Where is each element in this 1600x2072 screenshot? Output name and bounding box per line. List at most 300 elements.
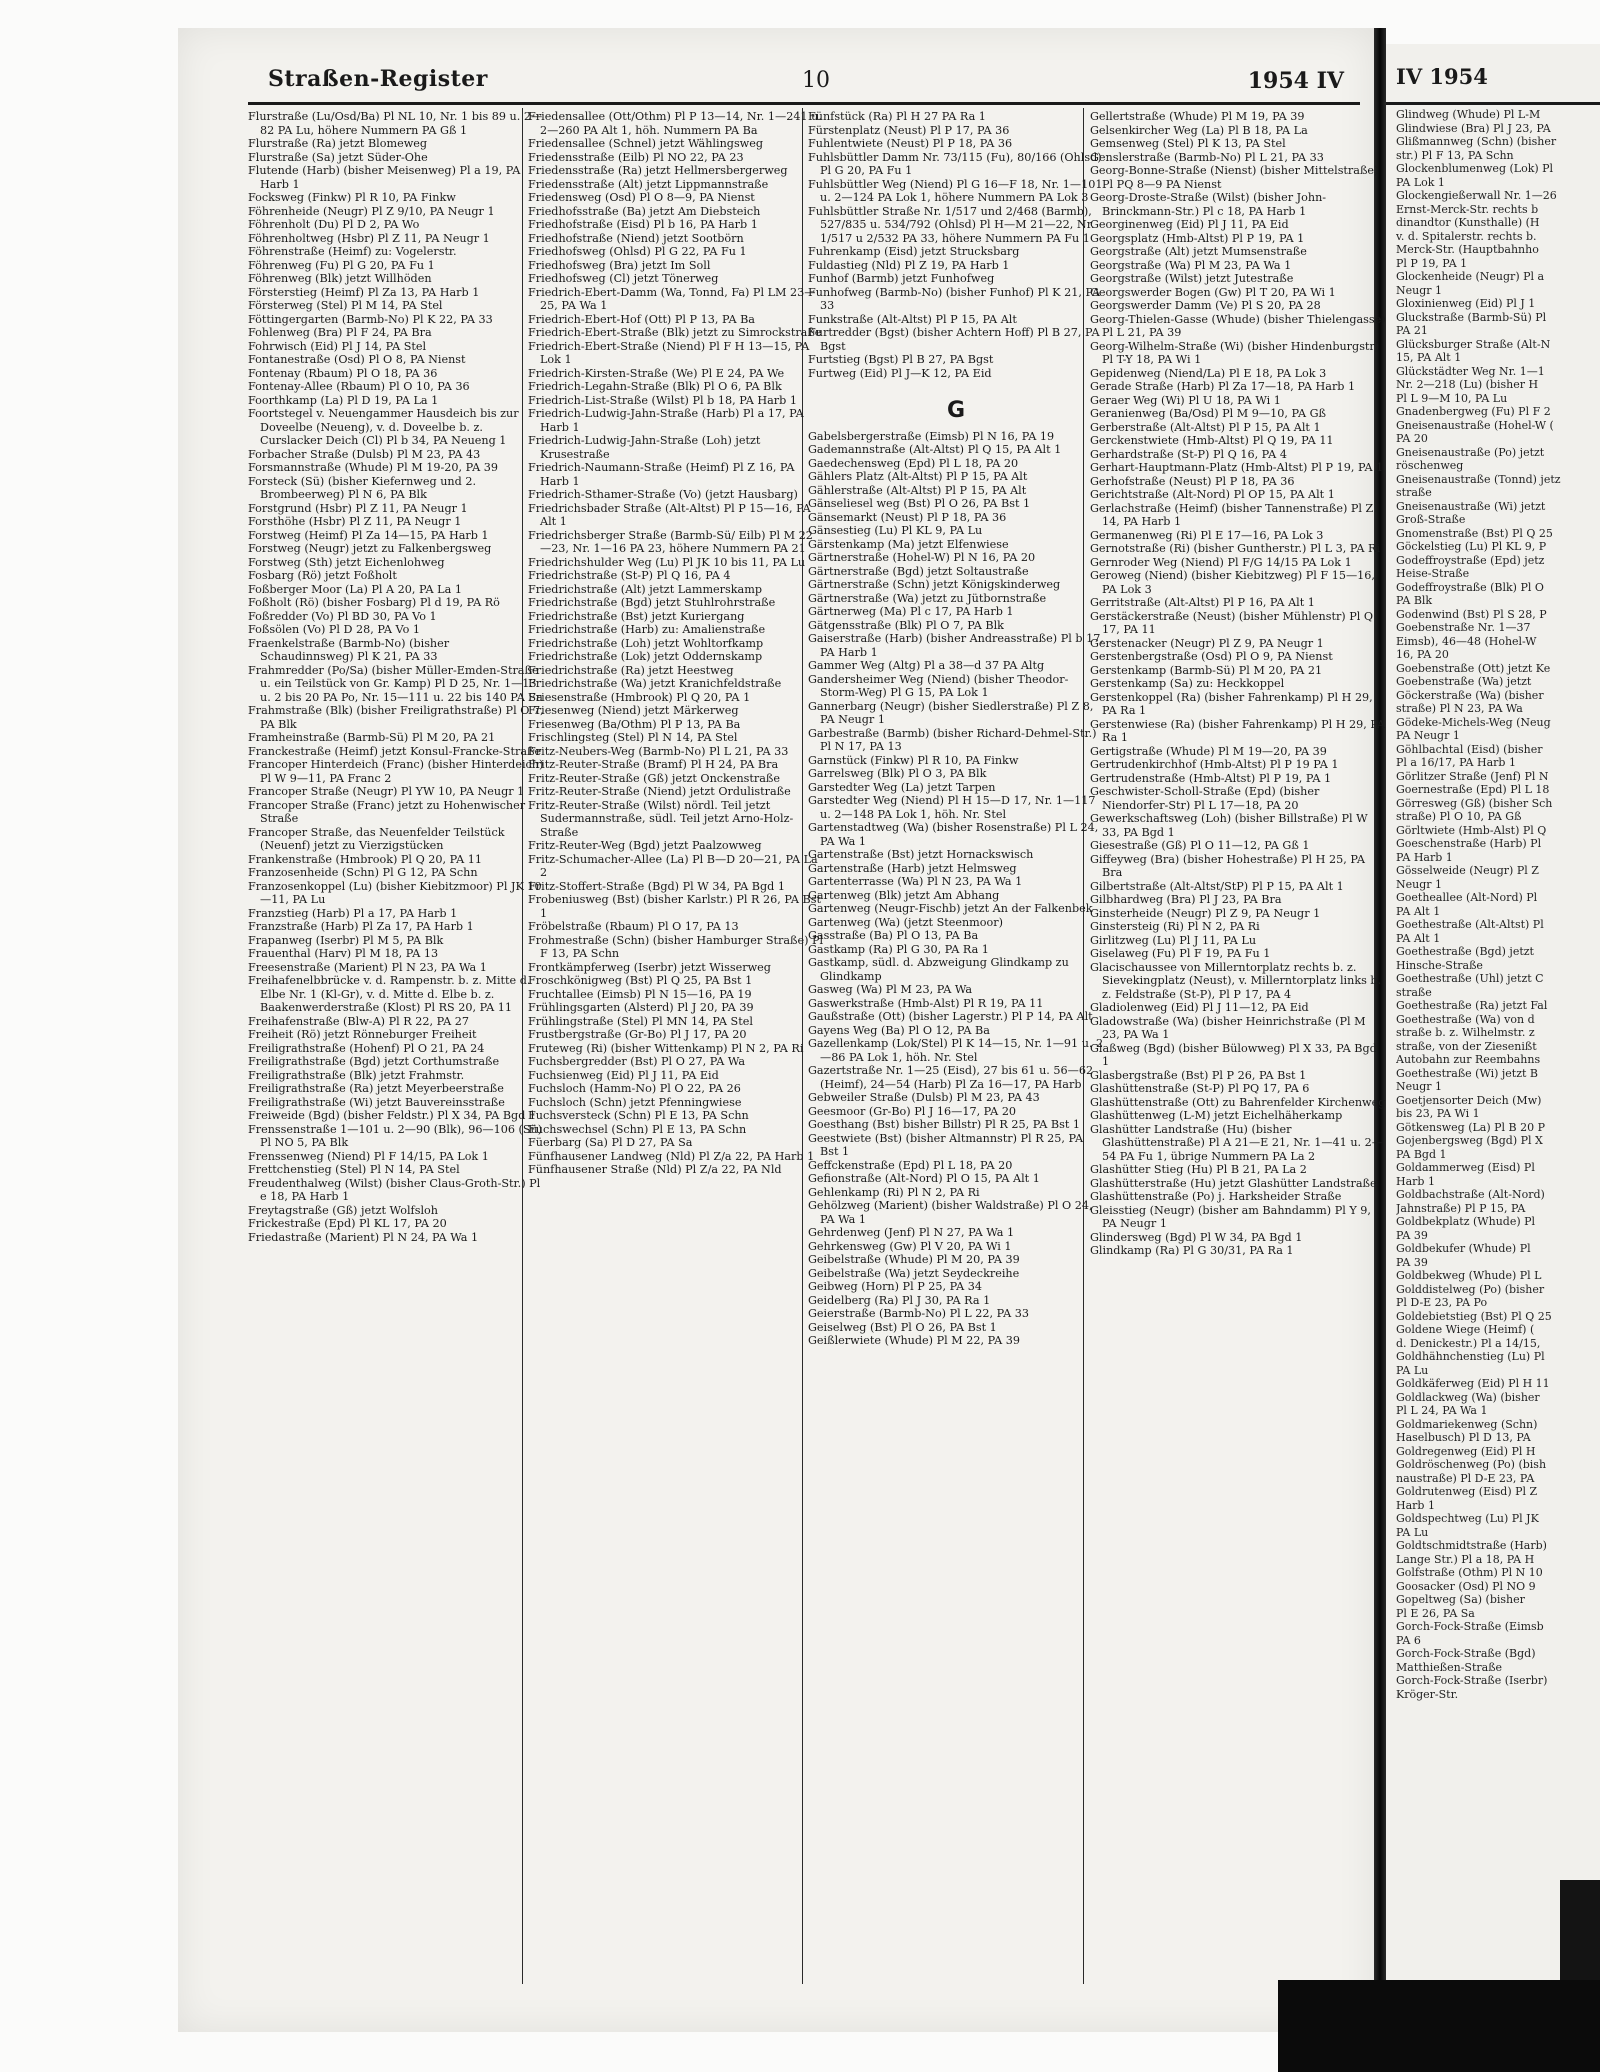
street-entry: Fritz-Reuter-Straße (Bramf) Pl H 24, PA Bra <box>528 758 779 771</box>
street-entry: Friesenstraße (Hmbrook) Pl Q 20, PA 1 <box>528 690 751 704</box>
street-entry: Freihafenstraße (Blw-A) Pl R 22, PA 27 <box>248 1014 469 1028</box>
street-entry: Gasweg (Wa) Pl M 23, PA Wa <box>808 983 973 996</box>
street-entry: Jahnstraße) Pl P 15, PA <box>1396 1201 1526 1215</box>
street-entry: Georg-Thielen-Gasse (Whude) (bisher Thielengasse) Pl L 21, PA 39 <box>1090 312 1386 339</box>
street-entry: Gertrudenstraße (Hmb-Altst) Pl P 19, PA 1 <box>1090 771 1332 785</box>
street-entry: Goosacker (Osd) Pl NO 9 <box>1396 1579 1536 1593</box>
street-entry: Georgsplatz (Hmb-Altst) Pl P 19, PA 1 <box>1090 231 1305 245</box>
street-entry: Pl a 16/17, PA Harb 1 <box>1396 756 1516 769</box>
street-entry: Frenssenweg (Niend) Pl F 14/15, PA Lok 1 <box>248 1149 489 1163</box>
street-entry: Forstweg (Heimf) Pl Za 14—15, PA Harb 1 <box>248 528 489 542</box>
street-entry: Goldbachstraße (Alt-Nord) <box>1396 1188 1545 1201</box>
street-entry: Garbestraße (Barmb) (bisher Richard-Dehmel-Str.) Pl N 17, PA 13 <box>808 726 1097 753</box>
street-entry: Friedensweg (Osd) Pl O 8—9, PA Nienst <box>528 191 755 204</box>
street-entry: Försterweg (Stel) Pl M 14, PA Stel <box>248 299 443 312</box>
street-entry: Giffeyweg (Bra) (bisher Hohestraße) Pl H 25, PA Bra <box>1090 852 1365 879</box>
street-entry: Gnomenstraße (Bst) Pl Q 25 <box>1396 526 1553 540</box>
street-entry: Geroweg (Niend) (bisher Kiebitzweg) Pl F 15—16, PA Lok 3 <box>1090 569 1375 596</box>
street-entry: Gilbertstraße (Alt-Altst/StP) Pl P 15, PA Alt 1 <box>1090 879 1344 893</box>
street-entry: Gaedechensweg (Epd) Pl L 18, PA 20 <box>808 456 1019 470</box>
street-entry: Goldrutenweg (Eisd) Pl Z <box>1396 1485 1538 1498</box>
street-entry: Gnadenbergweg (Fu) Pl F 2 <box>1396 405 1551 418</box>
street-entry: Gerhart-Hauptmann-Platz (Hmb-Altst) Pl P 19, PA 1 <box>1090 461 1384 474</box>
street-entry: Gammer Weg (Altg) Pl a 38—d 37 PA Altg <box>808 659 1045 672</box>
street-entry: Goernestraße (Epd) Pl L 18 <box>1396 783 1550 796</box>
street-entry: Gneisenaustraße (Wi) jetzt <box>1396 499 1546 513</box>
street-entry: Matthießen-Straße <box>1396 1660 1503 1674</box>
street-entry: Foßredder (Vo) Pl BD 30, PA Vo 1 <box>248 609 437 623</box>
street-entry: Gellertstraße (Whude) Pl M 19, PA 39 <box>1090 110 1305 123</box>
street-entry: Gayens Weg (Ba) Pl O 12, PA Ba <box>808 1023 990 1037</box>
street-entry: Gasstraße (Ba) Pl O 13, PA Ba <box>808 929 979 942</box>
street-entry: Georgstraße (Wa) Pl M 23, PA Wa 1 <box>1090 258 1292 272</box>
street-entry: Gartenstadtweg (Wa) (bisher Rosenstraße) Pl L 24, PA Wa 1 <box>808 821 1099 848</box>
street-entry: Gehrkensweg (Gw) Pl V 20, PA Wi 1 <box>808 1239 1012 1253</box>
street-entry: Frischlingsteg (Stel) Pl N 14, PA Stel <box>528 731 738 744</box>
street-entry: Friedhofsstraße (Ba) jetzt Am Diebsteich <box>528 204 761 218</box>
street-entry: Gannerbarg (Neugr) (bisher Siedlerstraße) Pl Z 8, PA Neugr 1 <box>808 699 1094 726</box>
street-entry: Freiligrathstraße (Ra) jetzt Meyerbeerstraße <box>248 1082 504 1095</box>
street-entry: Neugr 1 <box>1396 1080 1443 1093</box>
street-entry: Friedrichstraße (Bst) jetzt Kuriergang <box>528 609 745 623</box>
street-entry: Glindersweg (Bgd) Pl W 34, PA Bgd 1 <box>1090 1230 1303 1244</box>
street-entry: Gademannstraße (Alt-Altst) Pl Q 15, PA Alt 1 <box>808 443 1062 456</box>
street-entry: Foorthkamp (La) Pl D 19, PA La 1 <box>248 393 439 407</box>
street-entry: Gerlachstraße (Heimf) (bisher Tannenstraße) Pl Z 14, PA Harb 1 <box>1090 501 1374 528</box>
street-entry: Golddistelweg (Po) (bisher <box>1396 1282 1545 1296</box>
street-entry: Garnstück (Finkw) Pl R 10, PA Finkw <box>808 753 1019 767</box>
street-entry: Föhrenweg (Blk) jetzt Willhöden <box>248 272 432 285</box>
street-entry: Friedhofstraße (Niend) jetzt Sootbörn <box>528 231 744 245</box>
street-entry: Frenssenstraße 1—101 u. 2—90 (Blk), 96—106 (Sü) Pl NO 5, PA Blk <box>248 1122 543 1149</box>
street-entry: Furtredder (Bgst) (bisher Achtern Hoff) Pl B 27, PA Bgst <box>808 326 1100 353</box>
street-entry: Forstgrund (Hsbr) Pl Z 11, PA Neugr 1 <box>248 501 468 515</box>
street-entry: Gluckstraße (Barmb-Sü) Pl <box>1396 310 1547 324</box>
street-entry: Goethestraße (Ra) jetzt Fal <box>1396 999 1548 1012</box>
street-entry: Freiligrathstraße (Blk) jetzt Frahmstr. <box>248 1068 465 1082</box>
street-entry: Frontkämpferweg (Iserbr) jetzt Wisserweg <box>528 960 771 974</box>
street-entry: Glaßweg (Bgd) (bisher Bülowweg) Pl X 33, PA Bgd 1 <box>1090 1041 1377 1068</box>
street-entry: PA 20 <box>1396 432 1428 445</box>
street-entry: Friedhofsweg (Bra) jetzt Im Soll <box>528 258 711 272</box>
street-entry: Glashüttenstraße (Ott) zu Bahrenfelder Kirchenweg <box>1090 1095 1386 1109</box>
street-entry: Gerstenwiese (Ra) (bisher Fahrenkamp) Pl H 29, PA Ra 1 <box>1090 717 1385 744</box>
street-entry: Goldebietstieg (Bst) Pl Q 25 <box>1396 1309 1552 1323</box>
street-entry: Gätgensstraße (Blk) Pl O 7, PA Blk <box>808 618 1004 632</box>
street-entry: Görltwiete (Hmb-Alst) Pl Q <box>1396 823 1547 837</box>
street-entry: Gernroder Weg (Niend) Pl F/G 14/15 PA Lok 1 <box>1090 555 1352 569</box>
street-entry: dinandtor (Kunsthalle) (H <box>1396 216 1540 229</box>
street-entry: Föttingergarten (Barmb-No) Pl K 22, PA 33 <box>248 312 493 326</box>
street-entry: Gneisenaustraße (Po) jetzt <box>1396 445 1545 459</box>
street-entry: Glockengießerwall Nr. 1—26 <box>1396 189 1557 202</box>
street-entry: Gänsestieg (Lu) Pl KL 9, PA Lu <box>808 524 983 537</box>
street-entry: Geschwister-Scholl-Straße (Epd) (bisher Niendorfer-Str) Pl L 17—18, PA 20 <box>1090 785 1320 812</box>
street-entry: Goetjensorter Deich (Mw) <box>1396 1093 1542 1107</box>
street-column-1 <box>248 110 544 1982</box>
street-entry: Gneisenaustraße (Hohel-W ( <box>1396 418 1554 432</box>
street-entry: Fosbarg (Rö) jetzt Foßholt <box>248 569 397 582</box>
street-entry: Gerade Straße (Harb) Pl Za 17—18, PA Harb 1 <box>1090 380 1356 393</box>
street-entry: Frahmstraße (Blk) (bisher Freiligrathstraße) Pl O 7, PA Blk <box>248 704 544 731</box>
street-entry: Franzstieg (Harb) Pl a 17, PA Harb 1 <box>248 906 458 920</box>
street-entry: Gojenbergsweg (Bgd) Pl X <box>1396 1134 1543 1147</box>
street-entry: Fritz-Reuter-Straße (Wilst) nördl. Teil jetzt Sudermannstraße, südl. Teil jetzt Arno-Holz-Straße <box>528 798 794 839</box>
street-entry: Frobeniusweg (Bst) (bisher Karlstr.) Pl R 26, PA Bst 1 <box>528 893 821 920</box>
street-entry: Friedrichsberger Straße (Barmb-Sü/ Eilb) Pl M 22—23, Nr. 1—16 PA 23, höhere Nummern PA 21 <box>528 528 813 555</box>
street-entry: PA 39 <box>1396 1228 1428 1242</box>
street-entry: Fritz-Reuter-Straße (Gß) jetzt Onckenstraße <box>528 771 781 785</box>
street-entry: Friedrichstraße (Alt) jetzt Lammerskamp <box>528 582 762 596</box>
street-entry: PA Alt 1 <box>1396 931 1441 945</box>
street-entry: Gartenweg (Wa) (jetzt Steenmoor) <box>808 915 1003 929</box>
street-entry: Golfstraße (Othm) Pl N 10 <box>1396 1566 1543 1579</box>
street-entry: Gemsenweg (Stel) Pl K 13, PA Stel <box>1090 137 1286 150</box>
right-page-column <box>1396 108 1600 1998</box>
street-entry: Friedensstraße (Eilb) Pl NO 22, PA 23 <box>528 150 744 164</box>
street-entry: Haselbusch) Pl D 13, PA <box>1396 1431 1531 1444</box>
page-header <box>268 62 1368 102</box>
street-entry: Gänsemarkt (Neust) Pl P 18, PA 36 <box>808 510 1007 524</box>
street-entry: Gelsenkircher Weg (La) Pl B 18, PA La <box>1090 123 1308 137</box>
street-entry: Eimsb), 46—48 (Hohel-W <box>1396 634 1537 648</box>
street-entry: Friedrich-Ludwig-Jahn-Straße (Harb) Pl a 17, PA Harb 1 <box>528 407 804 434</box>
street-entry: Friedrichstraße (St-P) Pl Q 16, PA 4 <box>528 569 731 582</box>
scan-edge <box>1278 1980 1600 2072</box>
street-entry: Gorch-Fock-Straße (Iserbr) <box>1396 1674 1548 1687</box>
street-entry: Freesenstraße (Marient) Pl N 23, PA Wa 1 <box>248 960 487 974</box>
street-entry: Glashüttenstraße (Po) j. Harksheider Straße <box>1090 1190 1342 1203</box>
street-entry: PA Blk <box>1396 594 1433 607</box>
street-entry: Freihafenelbbrücke v. d. Rampenstr. b. z. Mitte d. Elbe Nr. 1 (Kl-Gr), v. d. Mitte d. Elbe b. z. Baakenwerderstraße (Klost) Pl RS 20, PA 11 <box>248 974 531 1014</box>
street-entry: Neugr 1 <box>1396 877 1443 891</box>
street-entry: Geffckenstraße (Epd) Pl L 18, PA 20 <box>808 1158 1013 1172</box>
header-title: Straßen-Register <box>268 66 488 92</box>
street-entry: Gefionstraße (Alt-Nord) Pl O 15, PA Alt 1 <box>808 1172 1040 1185</box>
street-entry: Friedensstraße (Alt) jetzt Lippmannstraße <box>528 177 769 191</box>
street-entry: Freytagstraße (Gß) jetzt Wolfsloh <box>248 1203 438 1217</box>
street-entry: Francoper Hinterdeich (Franc) (bisher Hinterdeich) Pl W 9—11, PA Franc 2 <box>248 758 544 785</box>
street-entry: Flurstraße (Lu/Osd/Ba) Pl NL 10, Nr. 1 bis 89 u. 2—82 PA Lu, höhere Nummern PA Gß 1 <box>248 110 543 137</box>
street-entry: Goldhähnchenstieg (Lu) Pl <box>1396 1350 1545 1363</box>
street-entry: Gerstenkamp (Barmb-Sü) Pl M 20, PA 21 <box>1090 663 1323 677</box>
street-entry: Friedrichstraße (Bgd) jetzt Stuhlrohrstraße <box>528 596 776 609</box>
street-entry: Görresweg (Gß) (bisher Sch <box>1396 796 1553 810</box>
street-entry: Gleisstieg (Neugr) (bisher am Bahndamm) Pl Y 9, PA Neugr 1 <box>1090 1203 1371 1230</box>
street-entry: Friedensallee (Ott/Othm) Pl P 13—14, Nr. 1—241 u. 2—260 PA Alt 1, höh. Nummern PA Ba <box>528 110 822 137</box>
street-entry: Goldbekufer (Whude) Pl <box>1396 1242 1531 1255</box>
street-entry: Friedrich-Ebert-Hof (Ott) Pl P 13, PA Ba <box>528 312 755 326</box>
street-entry: Gastkamp, südl. d. Abzweigung Glindkamp zu Glindkamp <box>808 956 1069 983</box>
street-entry: Gärtnerweg (Ma) Pl c 17, PA Harb 1 <box>808 605 1014 618</box>
letter-heading: G <box>946 398 966 423</box>
street-entry: Freiheit (Rö) jetzt Rönneburger Freiheit <box>248 1028 477 1041</box>
street-entry: Germanenweg (Ri) Pl E 17—16, PA Lok 3 <box>1090 528 1324 542</box>
street-entry: Geestwiete (Bst) (bisher Altmannstr) Pl R 25, PA Bst 1 <box>808 1131 1084 1158</box>
street-entry: Goldspechtweg (Lu) Pl JK <box>1396 1512 1539 1525</box>
street-entry: PA 6 <box>1396 1633 1421 1647</box>
street-entry: Göhlbachtal (Eisd) (bisher <box>1396 742 1543 756</box>
street-entry: Freiligrathstraße (Bgd) jetzt Corthumstraße <box>248 1055 500 1068</box>
street-entry: Freiligrathstraße (Wi) jetzt Bauvereinsstraße <box>248 1095 505 1109</box>
street-entry: Glashütter Landstraße (Hu) (bisher Glashüttenstraße) Pl A 21—E 21, Nr. 1—41 u. 2—54 PA Fu 1, übrige Nummern PA La 2 <box>1090 1122 1383 1163</box>
street-entry: Glücksburger Straße (Alt-N <box>1396 337 1551 351</box>
street-entry: Gerstenkoppel (Ra) (bisher Fahrenkamp) Pl H 29, PA Ra 1 <box>1090 690 1373 717</box>
street-entry: Frankenstraße (Hmbrook) Pl Q 20, PA 11 <box>248 852 483 866</box>
street-entry: Geißlerwiete (Whude) Pl M 22, PA 39 <box>808 1334 1020 1347</box>
street-entry: Gödeke-Michels-Weg (Neug <box>1396 715 1551 729</box>
street-entry: Goebenstraße Nr. 1—37 <box>1396 621 1531 634</box>
street-entry: Friedhofsweg (Ohlsd) Pl G 22, PA Fu 1 <box>528 245 747 258</box>
street-entry: Franzstraße (Harb) Pl Za 17, PA Harb 1 <box>248 920 474 933</box>
header-rule <box>248 102 1360 105</box>
street-entry: Friedrich-Ebert-Straße (Blk) jetzt zu Simrockstraße <box>528 326 822 339</box>
street-entry: Frustbergstraße (Gr-Bo) Pl J 17, PA 20 <box>528 1028 747 1041</box>
street-entry: Gärtnerstraße (Bgd) jetzt Soltaustraße <box>808 564 1029 578</box>
street-entry: Goethestraße (Uhl) jetzt C <box>1396 972 1544 985</box>
street-entry: Glockenblumenweg (Lok) Pl <box>1396 162 1554 175</box>
street-entry: PA Lu <box>1396 1525 1429 1539</box>
street-entry: Gählers Platz (Alt-Altst) Pl P 15, PA Alt <box>808 470 1028 483</box>
street-entry: Fuchsbergredder (Bst) Pl O 27, PA Wa <box>528 1055 746 1068</box>
street-entry: Fuhlentwiete (Neust) Pl P 18, PA 36 <box>808 137 1013 150</box>
street-entry: Fürstenplatz (Neust) Pl P 17, PA 36 <box>808 123 1010 137</box>
street-entry: Ginstersteig (Ri) Pl N 2, PA Ri <box>1090 920 1260 933</box>
street-entry: Friedensallee (Schnel) jetzt Wählingsweg <box>528 137 764 150</box>
street-entry: Gazellenkamp (Lok/Stel) Pl K 14—15, Nr. 1—91 u. 2—86 PA Lok 1, höh. Nr. Stel <box>808 1037 1104 1064</box>
street-entry: Garrelsweg (Blk) Pl O 3, PA Blk <box>808 767 987 780</box>
street-entry: PA Lu <box>1396 1363 1429 1377</box>
right-page-rule <box>1386 102 1600 105</box>
street-entry: Neugr 1 <box>1396 283 1443 297</box>
street-entry: Glacischaussee von Millerntorplatz rechts b. z. Sievekingplatz (Neust), v. Millerntorplatz links b. z. Feldstraße (St-P), Pl P 17, PA 4 <box>1090 960 1382 1001</box>
street-entry: Pl P 19, PA 1 <box>1396 256 1468 270</box>
street-entry: Gehölzweg (Marient) (bisher Waldstraße) Pl O 24, PA Wa 1 <box>808 1199 1093 1226</box>
page-number: 10 <box>802 68 830 93</box>
street-entry: Genslerstraße (Barmb-No) Pl L 21, PA 33 <box>1090 150 1324 164</box>
street-entry: Goldammerweg (Eisd) Pl <box>1396 1161 1535 1174</box>
street-entry: Geierstraße (Barmb-No) Pl L 22, PA 33 <box>808 1307 1029 1320</box>
street-entry: Gladiolenweg (Eid) Pl J 11—12, PA Eid <box>1090 1001 1309 1014</box>
street-entry: Frohmestraße (Schn) (bisher Hamburger Straße) Pl F 13, PA Schn <box>528 933 824 960</box>
street-entry: Gösselweide (Neugr) Pl Z <box>1396 864 1539 877</box>
street-entry: Goebenstraße (Wa) jetzt <box>1396 675 1532 688</box>
street-entry: Föhrenholt (Du) Pl D 2, PA Wo <box>248 218 420 231</box>
street-entry: Gebweiler Straße (Dulsb) Pl M 23, PA 43 <box>808 1091 1040 1104</box>
header-year: 1954 IV <box>1247 68 1344 94</box>
street-entry: Gehrdenweg (Jenf) Pl N 27, PA Wa 1 <box>808 1226 1015 1239</box>
street-entry: Gorch-Fock-Straße (Eimsb <box>1396 1620 1544 1633</box>
street-column-2 <box>528 110 824 1982</box>
street-entry: Godenwind (Bst) Pl S 28, P <box>1396 607 1547 621</box>
street-entry: Autobahn zur Reembahns <box>1396 1053 1541 1066</box>
street-entry: Friesenweg (Niend) jetzt Märkerweg <box>528 704 739 717</box>
street-entry: Gopeltweg (Sa) (bisher <box>1396 1593 1525 1606</box>
street-entry: Geibelstraße (Whude) Pl M 20, PA 39 <box>808 1253 1020 1266</box>
street-entry: Gerichtstraße (Alt-Nord) Pl OP 15, PA Alt 1 <box>1090 488 1335 501</box>
street-entry: Ginsterheide (Neugr) Pl Z 9, PA Neugr 1 <box>1090 906 1321 920</box>
street-entry: Foortstegel v. Neuengammer Hausdeich bis zur Doveelbe (Neueng), v. d. Doveelbe b. z. Curslacker Deich (Cl) Pl b 34, PA Neueng 1 <box>248 407 519 447</box>
street-entry: Georgstraße (Alt) jetzt Mumsenstraße <box>1090 245 1307 258</box>
street-entry: Geraer Weg (Wi) Pl U 18, PA Wi 1 <box>1090 393 1281 407</box>
street-entry: Friedrich-Ludwig-Jahn-Straße (Loh) jetzt Krusestraße <box>528 434 761 461</box>
street-entry: Heise-Straße <box>1396 567 1470 580</box>
street-entry: Georgswerder Bogen (Gw) Pl T 20, PA Wi 1 <box>1090 285 1336 299</box>
street-entry: Gewerkschaftsweg (Loh) (bisher Billstraße) Pl W 33, PA Bgd 1 <box>1090 812 1368 839</box>
street-entry: Georg-Droste-Straße (Wilst) (bisher John-Brinckmann-Str.) Pl c 18, PA Harb 1 <box>1090 191 1327 218</box>
street-entry: Goldlackweg (Wa) (bisher <box>1396 1390 1540 1404</box>
street-entry: Gerritstraße (Alt-Altst) Pl P 16, PA Alt 1 <box>1090 596 1315 609</box>
street-entry: straße b. z. Wilhelmstr. z <box>1396 1026 1535 1039</box>
street-entry: Groß-Straße <box>1396 513 1466 526</box>
street-entry: Gerberstraße (Alt-Altst) Pl P 15, PA Alt 1 <box>1090 420 1321 434</box>
street-entry: Friedrichstraße (Lok) jetzt Oddernskamp <box>528 650 763 663</box>
street-entry: Fritz-Neubers-Weg (Barmb-No) Pl L 21, PA 33 <box>528 744 789 758</box>
street-entry: Framheinstraße (Barmb-Sü) Pl M 20, PA 21 <box>248 731 496 744</box>
street-entry: Geesmoor (Gr-Bo) Pl J 16—17, PA 20 <box>808 1104 1017 1118</box>
street-entry: Fuchsloch (Schn) jetzt Pfenningwiese <box>528 1095 742 1109</box>
street-entry: Funhof (Barmb) jetzt Funhofweg <box>808 272 995 285</box>
street-entry: Geibelstraße (Wa) jetzt Seydeckreihe <box>808 1266 1020 1280</box>
street-entry: Freiligrathstraße (Hohenf) Pl O 21, PA 24 <box>248 1041 485 1055</box>
street-entry: Gartenweg (Blk) jetzt Am Abhang <box>808 888 1000 902</box>
street-entry: Georgswerder Damm (Ve) Pl S 20, PA 28 <box>1090 299 1321 312</box>
street-entry: PA Bgd 1 <box>1396 1147 1447 1161</box>
street-entry: Forsthöhe (Hsbr) Pl Z 11, PA Neugr 1 <box>248 515 462 528</box>
street-entry: Gorch-Fock-Straße (Bgd) <box>1396 1647 1536 1660</box>
street-entry: Pl L 9—M 10, PA Lu <box>1396 391 1508 405</box>
street-entry: Foßsölen (Vo) Pl D 28, PA Vo 1 <box>248 623 420 636</box>
street-entry: Gartenterrasse (Wa) Pl N 23, PA Wa 1 <box>808 875 1023 888</box>
street-entry: Goeschenstraße (Harb) Pl <box>1396 837 1542 850</box>
street-entry: Giselaweg (Fu) Pl F 19, PA Fu 1 <box>1090 947 1271 960</box>
street-entry: Harb 1 <box>1396 1174 1435 1188</box>
street-entry: Glückstädter Weg Nr. 1—1 <box>1396 364 1545 378</box>
street-entry: Friedrichstraße (Harb) zu: Amalienstraße <box>528 623 766 636</box>
street-entry: Pl L 24, PA Wa 1 <box>1396 1404 1488 1417</box>
street-entry: Godeffroystraße (Epd) jetz <box>1396 553 1545 567</box>
street-entry: Gartenweg (Neugr-Fischb) jetzt An der Falkenbek <box>808 902 1093 915</box>
street-entry: Foßholt (Rö) (bisher Fosbarg) Pl d 19, PA Rö <box>248 596 500 609</box>
street-entry: Franzosenkoppel (Lu) (bisher Kiebitzmoor) Pl JK 10—11, PA Lu <box>248 879 542 906</box>
street-entry: Girlitzweg (Lu) Pl J 11, PA Lu <box>1090 933 1257 947</box>
street-entry: Goldene Wiege (Heimf) ( <box>1396 1323 1535 1336</box>
right-page-header: IV 1954 <box>1396 64 1488 89</box>
street-entry: Fuchsloch (Hamm-No) Pl O 22, PA 26 <box>528 1082 741 1095</box>
street-entry: PA 21 <box>1396 324 1428 337</box>
street-entry: Friedrich-List-Straße (Wilst) Pl b 18, PA Harb 1 <box>528 393 797 407</box>
street-entry: v. d. Spitalerstr. rechts b. <box>1396 229 1537 243</box>
street-entry: Gertigstraße (Whude) Pl M 19—20, PA 39 <box>1090 744 1327 758</box>
street-entry: Friedrichstraße (Wa) jetzt Kranichfeldstraße <box>528 677 782 690</box>
street-column-3 <box>808 110 1104 1982</box>
street-entry: Geidelberg (Ra) Pl J 30, PA Ra 1 <box>808 1293 991 1307</box>
street-entry: straße <box>1396 985 1432 999</box>
street-entry: Francoper Straße (Neugr) Pl YW 10, PA Neugr 1 <box>248 785 525 798</box>
street-entry: Glindwiese (Bra) Pl J 23, PA <box>1396 121 1551 135</box>
street-entry: Furtstieg (Bgst) Pl B 27, PA Bgst <box>808 353 994 366</box>
street-entry: Frauenthal (Harv) Pl M 18, PA 13 <box>248 947 439 960</box>
street-entry: PA 39 <box>1396 1255 1428 1269</box>
right-page <box>1386 44 1600 2008</box>
street-entry: Goldbekweg (Whude) Pl L <box>1396 1269 1542 1282</box>
street-entry: Fritz-Schumacher-Allee (La) Pl B—D 20—21, PA La 2 <box>528 852 818 879</box>
street-entry: Fuchsienweg (Eid) Pl J 11, PA Eid <box>528 1068 719 1082</box>
street-entry: Flutende (Harb) (bisher Meisenweg) Pl a 19, PA Harb 1 <box>248 164 521 191</box>
street-entry: Gärtnerstraße (Hohel-W) Pl N 16, PA 20 <box>808 551 1036 564</box>
street-entry: Fünfstück (Ra) Pl H 27 PA Ra 1 <box>808 110 986 123</box>
street-entry: Gärtnerstraße (Schn) jetzt Königskinderweg <box>808 578 1061 591</box>
street-entry: Goethestraße (Wa) von d <box>1396 1012 1535 1026</box>
street-entry: Godeffroystraße (Blk) Pl O <box>1396 580 1544 594</box>
street-entry: Fuhlsbüttler Damm Nr. 73/115 (Fu), 80/166 (Ohlsd) Pl G 20, PA Fu 1 <box>808 150 1102 177</box>
street-entry: Friedrichshulder Weg (Lu) Pl JK 10 bis 11, PA Lu <box>528 555 806 569</box>
street-entry: Francoper Straße (Franc) jetzt zu Hohenwischer Straße <box>248 798 526 825</box>
street-entry: Gandersheimer Weg (Niend) (bisher Theodor-Storm-Weg) Pl G 15, PA Lok 1 <box>808 672 1069 699</box>
street-entry: Glindweg (Whude) Pl L-M <box>1396 108 1541 121</box>
street-entry: d. Denickestr.) Pl a 14/15, <box>1396 1336 1541 1350</box>
street-list-g <box>808 430 1104 1348</box>
street-entry: Forbacher Straße (Dulsb) Pl M 23, PA 43 <box>248 447 481 461</box>
street-entry: Gärtnerstraße (Wa) jetzt zu Jütbornstraße <box>808 591 1047 605</box>
street-entry: Froschkönigweg (Bst) Pl Q 25, PA Bst 1 <box>528 974 753 987</box>
street-entry: Friedrich-Ebert-Straße (Niend) Pl F H 13—15, PA Lok 1 <box>528 339 810 366</box>
street-entry: Glockenheide (Neugr) Pl a <box>1396 270 1545 283</box>
street-entry: Hinsche-Straße <box>1396 958 1483 972</box>
street-entry: Friedrich-Naumann-Straße (Heimf) Pl Z 16, PA Harb 1 <box>528 461 795 488</box>
street-entry: Freiweide (Bgd) (bisher Feldstr.) Pl X 34, PA Bgd 1 <box>248 1109 537 1122</box>
street-entry: Föhrenweg (Fu) Pl G 20, PA Fu 1 <box>248 258 435 272</box>
street-entry: Flurstraße (Sa) jetzt Süder-Ohe <box>248 150 428 164</box>
street-entry: PA Alt 1 <box>1396 904 1441 918</box>
street-entry: Goldregenweg (Eid) Pl H <box>1396 1444 1536 1458</box>
street-entry: Goethestraße (Wi) jetzt B <box>1396 1066 1539 1080</box>
street-entry: Gartenstraße (Bst) jetzt Hornackswisch <box>808 848 1034 861</box>
street-entry: straße, von der Ziesenißt <box>1396 1039 1537 1053</box>
street-entry: Merck-Str. (Hauptbahnho <box>1396 243 1539 256</box>
street-entry: Götkensweg (La) Pl B 20 P <box>1396 1120 1546 1134</box>
street-entry: Goebenstraße (Ott) jetzt Ke <box>1396 661 1551 675</box>
street-entry: Friedrich-Sthamer-Straße (Vo) (jetzt Hausbarg) <box>528 488 798 501</box>
street-column-4 <box>1090 110 1386 1982</box>
street-entry: Fontenay (Rbaum) Pl O 18, PA 36 <box>248 366 438 380</box>
street-entry: Gloxinienweg (Eid) Pl J 1 <box>1396 297 1536 310</box>
street-entry: Franzosenheide (Schn) Pl G 12, PA Schn <box>248 866 478 879</box>
street-entry: naustraße) Pl D-E 23, PA <box>1396 1471 1535 1485</box>
street-entry: Görlitzer Straße (Jenf) Pl N <box>1396 769 1549 783</box>
street-entry: Glasbergstraße (Bst) Pl P 26, PA Bst 1 <box>1090 1068 1307 1082</box>
street-entry: Fruchtallee (Eimsb) Pl N 15—16, PA 19 <box>528 987 752 1001</box>
street-entry: Goldtschmidtstraße (Harb) <box>1396 1539 1547 1552</box>
street-entry: Gärstenkamp (Ma) jetzt Elfenwiese <box>808 537 1009 551</box>
street-entry: Lange Str.) Pl a 18, PA H <box>1396 1552 1535 1566</box>
street-entry: Gilbhardweg (Bra) Pl J 23, PA Bra <box>1090 893 1282 906</box>
street-entry: Georginenweg (Eid) Pl J 11, PA Eid <box>1090 218 1289 231</box>
street-entry: Försterstieg (Heimf) Pl Za 13, PA Harb 1 <box>248 285 480 299</box>
street-entry: Fuhrenkamp (Eisd) jetzt Strucksbarg <box>808 245 1020 258</box>
street-entry: Francoper Straße, das Neuenfelder Teilstück (Neuenf) jetzt zu Vierzigstücken <box>248 825 505 852</box>
street-entry: Gerstäckerstraße (Neust) (bisher Mühlenstr) Pl Q 17, PA 11 <box>1090 609 1374 636</box>
street-entry: Fraenkelstraße (Barmb-No) (bisher Schaudinnsweg) Pl K 21, PA 33 <box>248 636 450 663</box>
street-entry: Friedrichstraße (Ra) jetzt Heestweg <box>528 663 734 677</box>
street-entry: Gerckenstwiete (Hmb-Altst) Pl Q 19, PA 11 <box>1090 434 1334 447</box>
street-entry: Gladowstraße (Wa) (bisher Heinrichstraße (Pl M 23, PA Wa 1 <box>1090 1014 1366 1041</box>
street-entry: Fuhlsbüttler Weg (Niend) Pl G 16—F 18, Nr. 1—101 u. 2—124 PA Lok 1, höhere Nummern PA Lok 3 <box>808 177 1103 204</box>
street-entry: Goldkäferweg (Eid) Pl H 11 <box>1396 1377 1550 1390</box>
street-entry: 15, PA Alt 1 <box>1396 351 1462 364</box>
street-entry: Forsmannstraße (Whude) Pl M 19-20, PA 39 <box>248 461 498 474</box>
street-entry: Goldbekplatz (Whude) Pl <box>1396 1215 1536 1228</box>
